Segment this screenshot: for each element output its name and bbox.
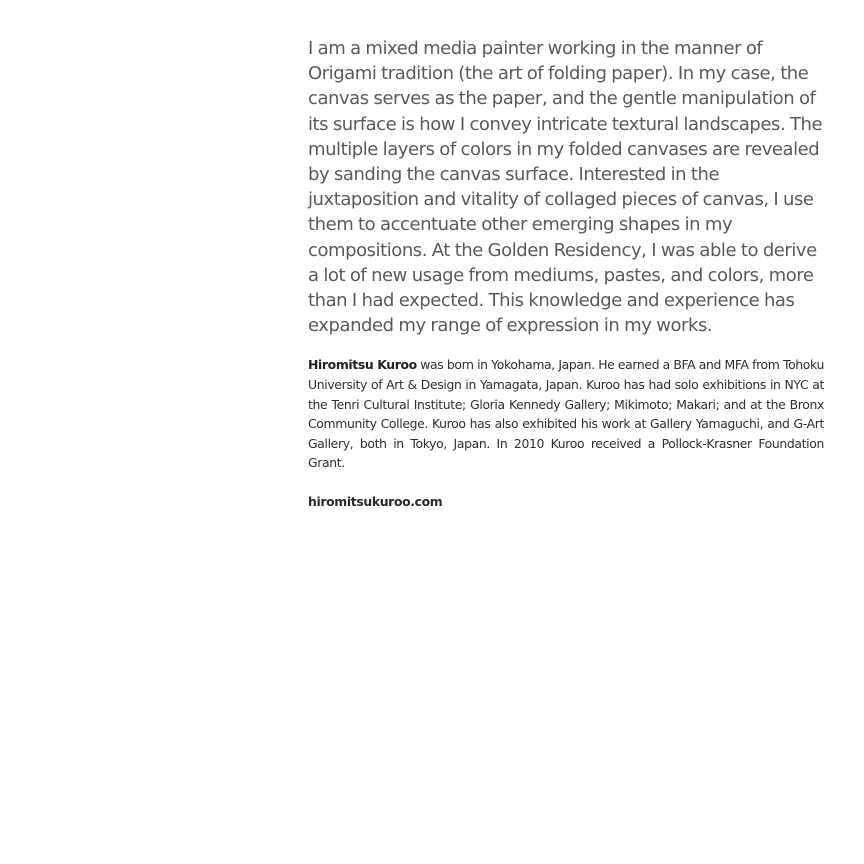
artist-website: hiromitsukuroo.com xyxy=(308,494,443,509)
artist-statement: I am a mixed media painter working in the manner of Origami tradition (the art of folding paper). In my case, the canvas serves as the paper, and the gentle manipulation of its surface is how I convey intricate textural landscapes. The multiple layers of colors in my folded canvases are revealed by sanding the canvas surface. Interested in the juxtaposition and vitality of collaged pieces of canvas, I use them to accentuate other emerging shapes in my compositions. At the Golden Residency, I was able to derive a lot of new usage from mediums, pastes, and colors, more than I had expected. This knowledge and experience has expanded my range of expression in my works. xyxy=(308,38,823,337)
artist-bio-text: was born in Yokohama, Japan. He earned a BFA and MFA from Tohoku University of Art & Design in Yamagata, Japan. Kuroo has had solo exhibitions in NYC at the Tenri Cultural Institute; Gloria Kennedy Gallery; Mikimoto; Makari; and at the Bronx Community College. Kuroo has also exhibited his work at Gallery Yamaguchi, and G-Art Gallery, both in Tokyo, Japan. In 2010 Kuroo received a Pollock-Krasner Foundation Grant. xyxy=(308,357,824,471)
artist-name: Hiromitsu Kuroo xyxy=(308,357,417,373)
text-column xyxy=(308,36,824,512)
artist-bio xyxy=(308,355,824,473)
